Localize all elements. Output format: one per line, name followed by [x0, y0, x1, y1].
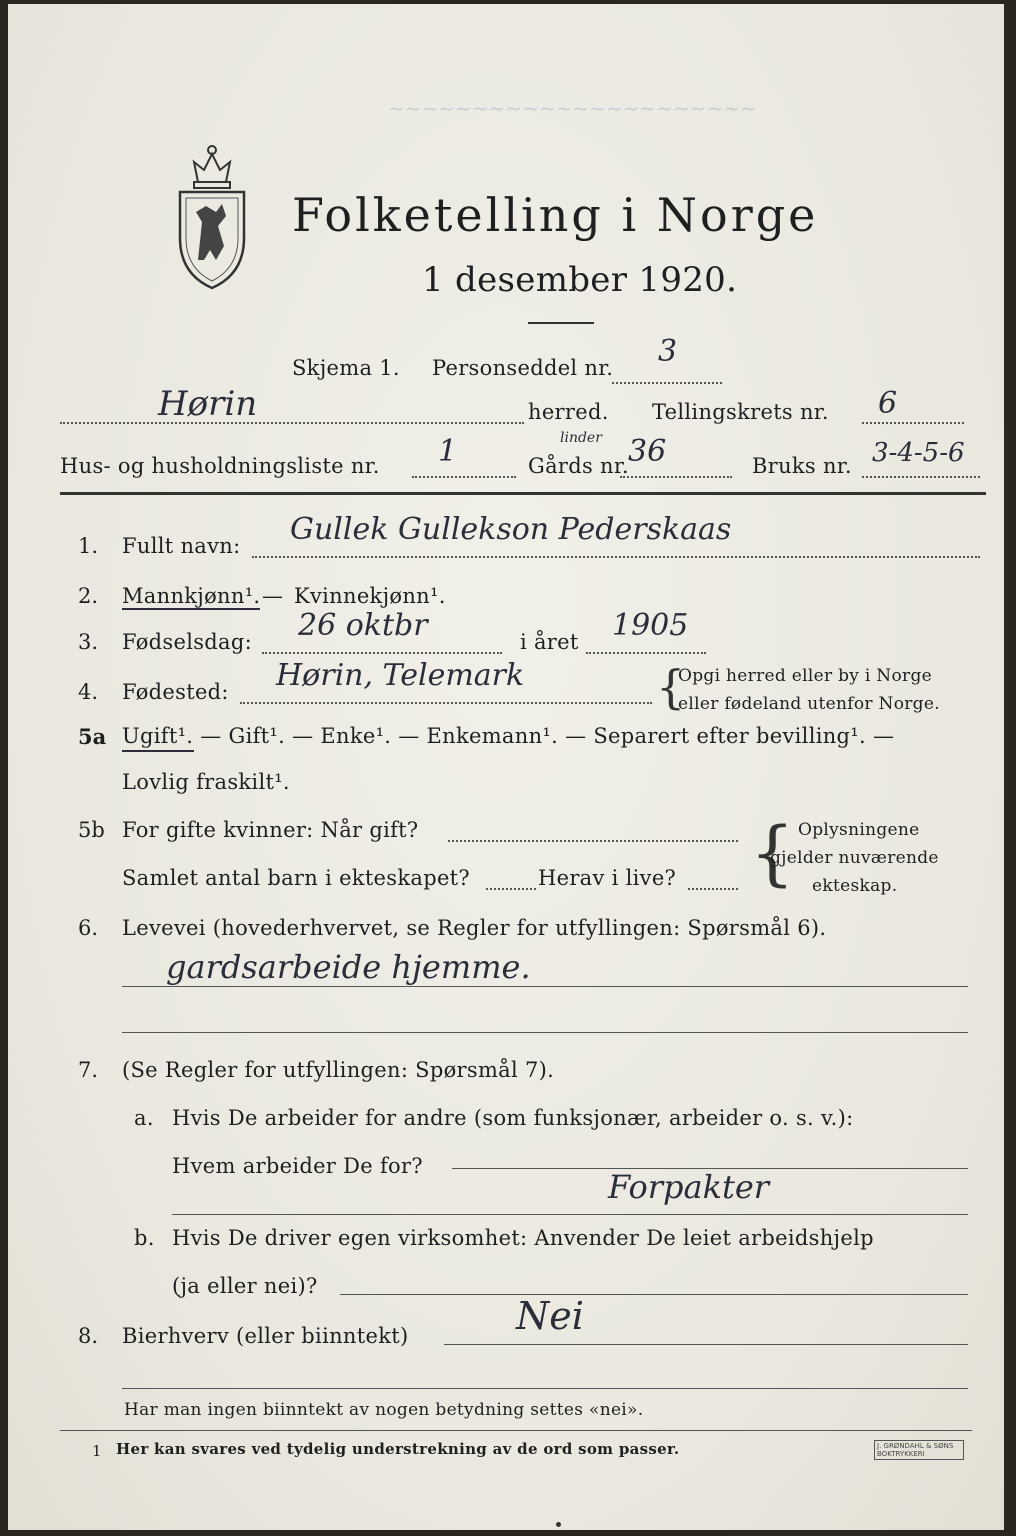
schema-label: Skjema 1.: [292, 356, 400, 380]
q6-line-1: [122, 986, 968, 987]
q7a-value: Forpakter: [608, 1168, 770, 1206]
q1-number: 1.: [78, 534, 99, 558]
q5a-ugift-underline: [122, 750, 194, 752]
q5a-line-1: Ugift¹. — Gift¹. — Enke¹. — Enkemann¹. — Separert efter bevilling¹. —: [122, 724, 895, 748]
gards-label: Gårds nr.: [528, 454, 629, 478]
q7a-line-2: [172, 1214, 968, 1215]
q7a-label: Hvis De arbeider for andre (som funksjonær, arbeider o. s. v.):: [172, 1106, 854, 1130]
q6-number: 6.: [78, 916, 99, 940]
q6-value: gardsarbeide hjemme.: [166, 948, 531, 986]
q5b-number: 5b: [78, 818, 105, 842]
q7b-line: [340, 1294, 968, 1295]
hus-value: 1: [438, 434, 458, 469]
q5a-line-2: Lovlig fraskilt¹.: [122, 770, 290, 794]
q8-line-1: [444, 1344, 968, 1345]
q3-year-line: [586, 652, 706, 654]
title-divider: [528, 322, 594, 324]
q4-brace: {: [656, 660, 686, 714]
hus-label: Hus- og husholdningsliste nr.: [60, 454, 380, 478]
q2-male: Mannkjønn¹.: [122, 584, 261, 608]
q8-value: Nei: [516, 1294, 584, 1338]
q1-value: Gullek Gullekson Pederskaas: [290, 512, 732, 547]
gards-line: [620, 476, 732, 478]
bleed-through-text: ~~~~~~~~~~~~~~~~~~~~~~: [388, 96, 757, 120]
q7-label: (Se Regler for utfyllingen: Spørsmål 7).: [122, 1058, 555, 1082]
footer-divider: [60, 1430, 972, 1431]
q5b-label-1: For gifte kvinner: Når gift?: [122, 818, 419, 842]
tellingskrets-line: [862, 422, 964, 424]
bruks-value: 3-4-5-6: [872, 438, 965, 468]
q5b-note-3: ekteskap.: [812, 876, 898, 896]
personseddel-line: [612, 382, 722, 384]
bruks-line: [862, 476, 980, 478]
q4-note-1: Opgi herred eller by i Norge: [678, 666, 932, 686]
footnote-text: Her kan svares ved tydelig understrekning av de ord som passer.: [116, 1440, 680, 1458]
q8-number: 8.: [78, 1324, 99, 1348]
q5b-note-2: gjelder nuværende: [770, 848, 939, 868]
printer-stamp: J. GRØNDAHL & SØNS BOKTRYKKERI: [874, 1440, 964, 1460]
footer-note: Har man ingen biinntekt av nogen betydning settes «nei».: [124, 1400, 644, 1420]
census-date: 1 desember 1920.: [422, 260, 738, 300]
hus-line: [412, 476, 516, 478]
q7-number: 7.: [78, 1058, 99, 1082]
q5b-line-3: [688, 888, 738, 890]
q2-number: 2.: [78, 584, 99, 608]
q3-label: Fødselsdag:: [122, 630, 252, 654]
punch-dot: [556, 1522, 561, 1527]
q3-year-label: i året: [520, 630, 579, 654]
q5b-line-1: [448, 840, 738, 842]
bruks-label: Bruks nr.: [752, 454, 852, 478]
q2-female: Kvinnekjønn¹.: [294, 584, 446, 608]
footnote-number: 1: [92, 1442, 102, 1460]
q1-label: Fullt navn:: [122, 534, 241, 558]
q7b-number: b.: [134, 1226, 155, 1250]
tellingskrets-value: 6: [878, 386, 898, 421]
hus-extra: linder: [560, 430, 602, 446]
q1-line: [252, 556, 980, 558]
personseddel-value: 3: [658, 334, 678, 369]
q4-label: Fødested:: [122, 680, 229, 704]
q7b-label: Hvis De driver egen virksomhet: Anvender De leiet arbeidshjelp: [172, 1226, 874, 1250]
gards-value: 36: [628, 434, 667, 469]
header-divider: [60, 492, 986, 495]
q4-value: Hørin, Telemark: [276, 658, 525, 693]
q6-line-2: [122, 1032, 968, 1033]
q3-number: 3.: [78, 630, 99, 654]
q3-line: [262, 652, 502, 654]
q3-year-value: 1905: [612, 608, 689, 643]
herred-value: Hørin: [158, 384, 258, 424]
q4-line: [240, 702, 652, 704]
q8-line-2: [122, 1388, 968, 1389]
tellingskrets-label: Tellingskrets nr.: [652, 400, 829, 424]
q5b-note-1: Oplysningene: [798, 820, 920, 840]
q4-number: 4.: [78, 680, 99, 704]
q7b-question: (ja eller nei)?: [172, 1274, 318, 1298]
personseddel-label: Personseddel nr.: [432, 356, 614, 380]
q3-value: 26 oktbr: [298, 608, 428, 643]
q7a-question: Hvem arbeider De for?: [172, 1154, 423, 1178]
q2-sep: —: [262, 584, 284, 608]
q5b-label-3: Herav i live?: [538, 866, 677, 890]
q5b-brace: {: [750, 812, 795, 894]
q7a-number: a.: [134, 1106, 154, 1130]
form-title: Folketelling i Norge: [292, 188, 819, 242]
q6-label: Levevei (hovederhvervet, se Regler for utfyllingen: Spørsmål 6).: [122, 916, 827, 940]
herred-line: [60, 422, 524, 424]
q5b-label-2: Samlet antal barn i ekteskapet?: [122, 866, 470, 890]
norway-coat-of-arms-icon: [176, 142, 248, 292]
q4-note-2: eller fødeland utenfor Norge.: [678, 694, 940, 714]
q5a-number: 5a: [78, 724, 107, 749]
q8-label: Bierhverv (eller biinntekt): [122, 1324, 409, 1348]
census-form-page: [8, 4, 1004, 1530]
q5b-line-2: [486, 888, 536, 890]
herred-label: herred.: [528, 400, 609, 424]
